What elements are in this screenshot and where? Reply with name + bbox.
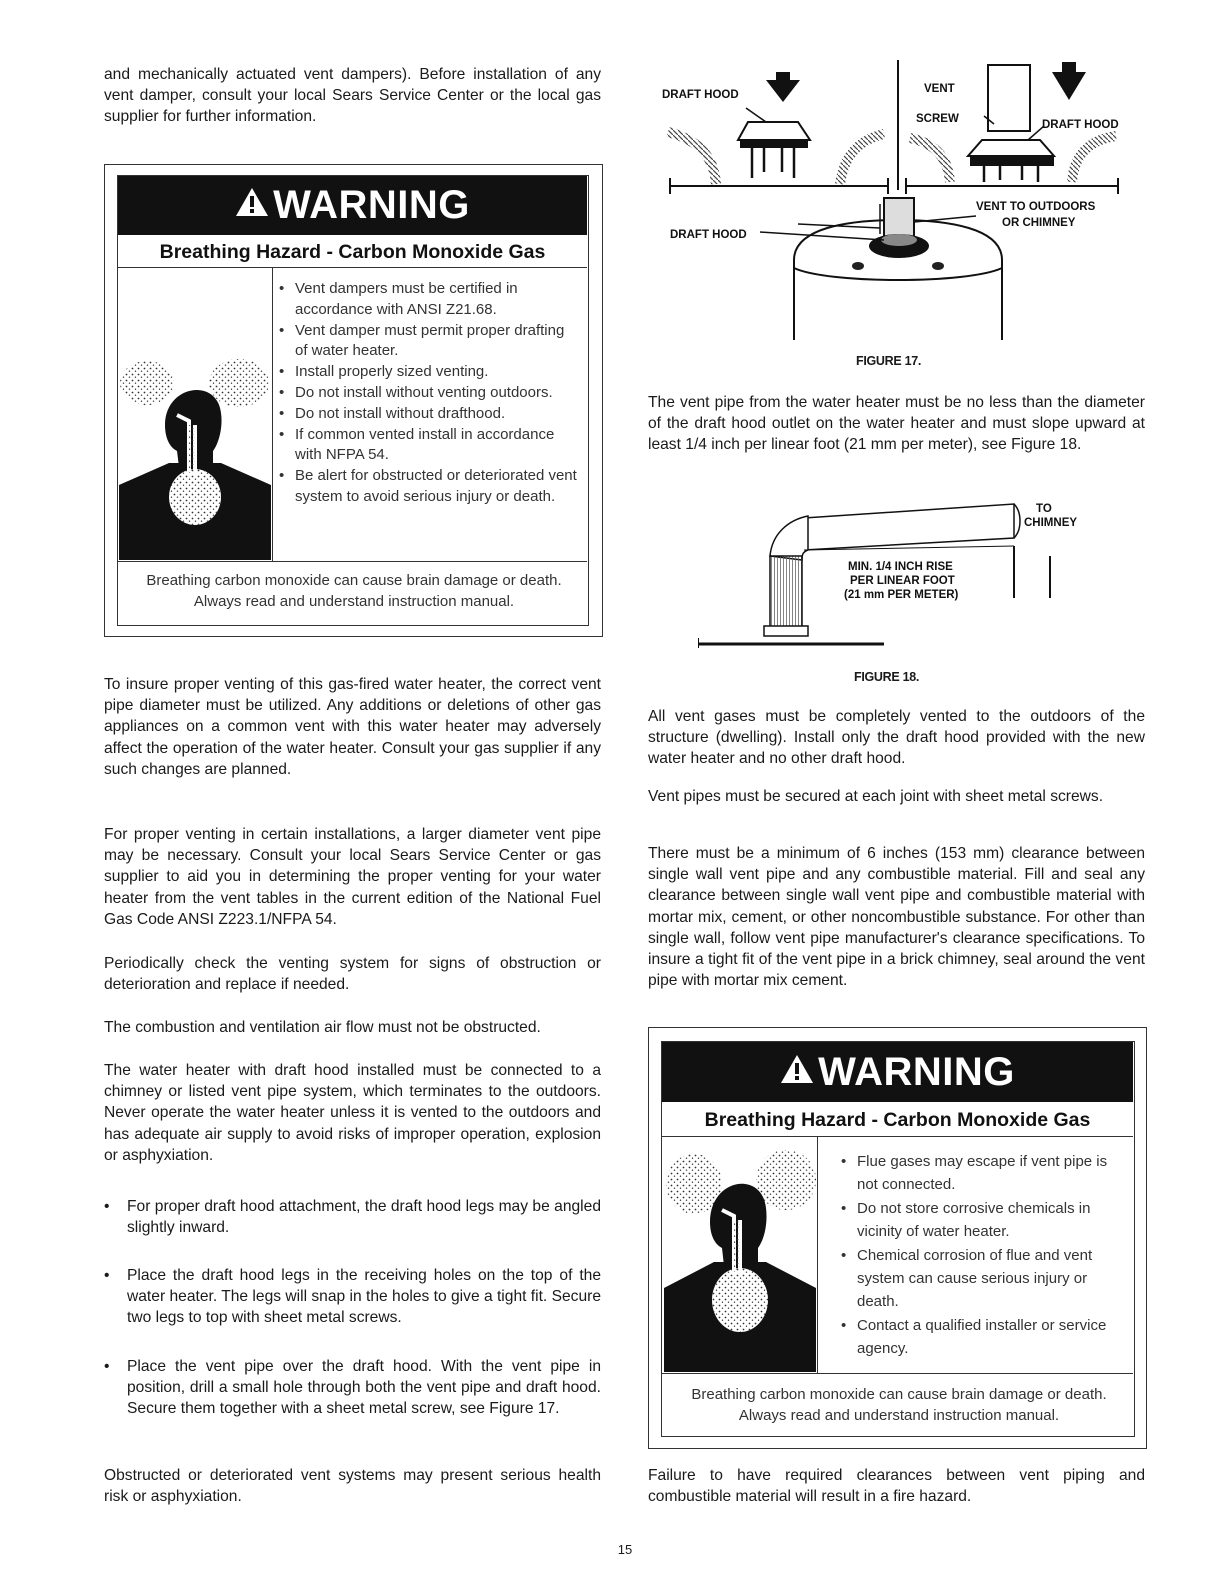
fig17-label-draft-hood-c: DRAFT HOOD bbox=[670, 229, 747, 241]
warning-footer-1: Breathing carbon monoxide can cause brain damage or death. Always read and understand instruction manual. bbox=[146, 572, 562, 610]
fig18-label-to: TO bbox=[1036, 503, 1052, 515]
warning-item: • If common vented install in accordance with NFPA 54. bbox=[277, 425, 577, 467]
warning-item: • Vent damper must permit proper drafting of water heater. bbox=[277, 321, 577, 363]
warning-item: • Do not install without venting outdoors. bbox=[277, 383, 577, 404]
warning-item: • Vent dampers must be certified in accordance with ANSI Z21.68. bbox=[277, 279, 577, 321]
warning-subtitle-2: Breathing Hazard - Carbon Monoxide Gas bbox=[704, 1109, 1091, 1131]
warning-item: • Do not install without drafthood. bbox=[277, 404, 577, 425]
warning-box-1 bbox=[104, 164, 603, 637]
warning-box-2 bbox=[648, 1027, 1147, 1449]
warning-item: • Flue gases may escape if vent pipe is not connected. bbox=[839, 1150, 1119, 1197]
warning-item: • Contact a qualified installer or service agency. bbox=[839, 1314, 1119, 1361]
list-item: • For proper draft hood attachment, the draft hood legs may be angled slightly inward. bbox=[104, 1196, 601, 1238]
warning-item: • Chemical corrosion of flue and vent system can cause serious injury or death. bbox=[839, 1244, 1119, 1314]
paragraph: For proper venting in certain installations, a larger diameter vent pipe may be necessary. Consult your local Sears Service Center or gas supplier to aid you in determining the proper venting for your water heater from the vent tables in the current edition of the National Fuel Gas Code ANSI Z223.1/NFPA 54. bbox=[104, 826, 601, 928]
paragraph: There must be a minimum of 6 inches (153 mm) clearance between single wall vent pipe and any combustible material. Fill and seal any clearance between single wall vent pipe and combustible material with mortar mix, cement, or other noncombustible substance. For other than single wall, follow vent pipe manufacturer's clearance specifications. To insure a tight fit of the vent pipe in a brick chimney, seal around the vent pipe with mortar mix cement. bbox=[648, 845, 1145, 990]
paragraph: To insure proper venting of this gas-fired water heater, the correct vent pipe diameter must be utilized. Any additions or deletions of other gas appliances on a common vent with this water heater may adversely affect the operation of the water heater. Consult your gas supplier if any such changes are planned. bbox=[104, 676, 601, 778]
fig18-label-chimney: CHIMNEY bbox=[1024, 517, 1078, 529]
fig17-label-draft-hood-a: DRAFT HOOD bbox=[662, 89, 739, 101]
figure-17-caption: FIGURE 17. bbox=[856, 354, 922, 368]
paragraph: All vent gases must be completely vented to the outdoors of the structure (dwelling). Install only the draft hood provided with the new water heater and no other draft hood. bbox=[648, 708, 1145, 768]
figure-18-caption: FIGURE 18. bbox=[854, 670, 920, 684]
co-hazard-pictogram bbox=[664, 1148, 816, 1372]
fig18-label-rise-1: MIN. 1/4 INCH RISE bbox=[848, 561, 953, 573]
fig17-label-screw: SCREW bbox=[916, 113, 959, 125]
fig17-label-vent-to-outdoors: VENT TO OUTDOORS bbox=[976, 201, 1096, 213]
paragraph: Periodically check the venting system for signs of obstruction or deterioration and replace if needed. bbox=[104, 955, 601, 994]
warning-list-1 bbox=[277, 279, 577, 508]
paragraph: The combustion and ventilation air flow must not be obstructed. bbox=[104, 1019, 541, 1036]
paragraph: The water heater with draft hood installed must be connected to a chimney or listed vent pipe system, which terminates to the outdoors. Never operate the water heater unless it is vented to the outdoors and has adequate air supply to avoid risks of improper operation, explosion or asphyxiation. bbox=[104, 1062, 601, 1164]
warning-item: • Install properly sized venting. bbox=[277, 362, 577, 383]
warning-banner-2: WARNING bbox=[662, 1042, 1133, 1102]
warning-subtitle-1: Breathing Hazard - Carbon Monoxide Gas bbox=[159, 241, 546, 263]
warning-triangle-icon bbox=[780, 1050, 814, 1095]
instruction-list bbox=[104, 1196, 601, 1238]
warning-item: • Do not store corrosive chemicals in vicinity of water heater. bbox=[839, 1197, 1119, 1244]
page-number: 15 bbox=[617, 1542, 633, 1557]
paragraph: Obstructed or deteriorated vent systems may present serious health risk or asphyxiation. bbox=[104, 1467, 601, 1506]
fig18-label-rise-3: (21 mm PER METER) bbox=[844, 589, 959, 601]
paragraph: Vent pipes must be secured at each joint with sheet metal screws. bbox=[648, 788, 1104, 805]
paragraph: Failure to have required clearances between vent piping and combustible material will result in a fire hazard. bbox=[648, 1467, 1145, 1506]
list-item: • Place the draft hood legs in the receiving holes on the top of the water heater. The legs will snap in the holes to give a tight fit. Secure two legs to top with sheet metal screws. bbox=[104, 1265, 601, 1329]
intro-paragraph: and mechanically actuated vent dampers). Before installation of any vent damper, consult your local Sears Service Center or the local gas supplier for further information. bbox=[104, 66, 601, 126]
fig17-label-or-chimney: OR CHIMNEY bbox=[1002, 217, 1076, 229]
co-hazard-pictogram bbox=[119, 355, 271, 560]
fig17-label-vent: VENT bbox=[924, 83, 955, 95]
instruction-list bbox=[104, 1265, 601, 1329]
warning-footer-2: Breathing carbon monoxide can cause brain damage or death. Always read and understand instruction manual. bbox=[691, 1386, 1107, 1424]
paragraph: The vent pipe from the water heater must be no less than the diameter of the draft hood outlet on the water heater and must slope upward at least 1/4 inch per linear foot (21 mm per meter), see Figure 18. bbox=[648, 394, 1145, 454]
instruction-list bbox=[104, 1356, 601, 1420]
fig18-label-rise-2: PER LINEAR FOOT bbox=[850, 575, 955, 587]
fig17-label-draft-hood-b: DRAFT HOOD bbox=[1042, 119, 1119, 131]
warning-item: • Be alert for obstructed or deteriorated vent system to avoid serious injury or death. bbox=[277, 466, 577, 508]
figure-17-diagram bbox=[648, 60, 1145, 345]
warning-list-2 bbox=[839, 1150, 1119, 1361]
warning-banner-1: WARNING bbox=[118, 176, 587, 235]
figure-18-diagram bbox=[698, 486, 1118, 656]
warning-triangle-icon bbox=[235, 183, 269, 228]
list-item: • Place the vent pipe over the draft hood. With the vent pipe in position, drill a small hole through both the vent pipe and draft hood. Secure them together with a sheet metal screw, see Figure 17. bbox=[104, 1356, 601, 1420]
